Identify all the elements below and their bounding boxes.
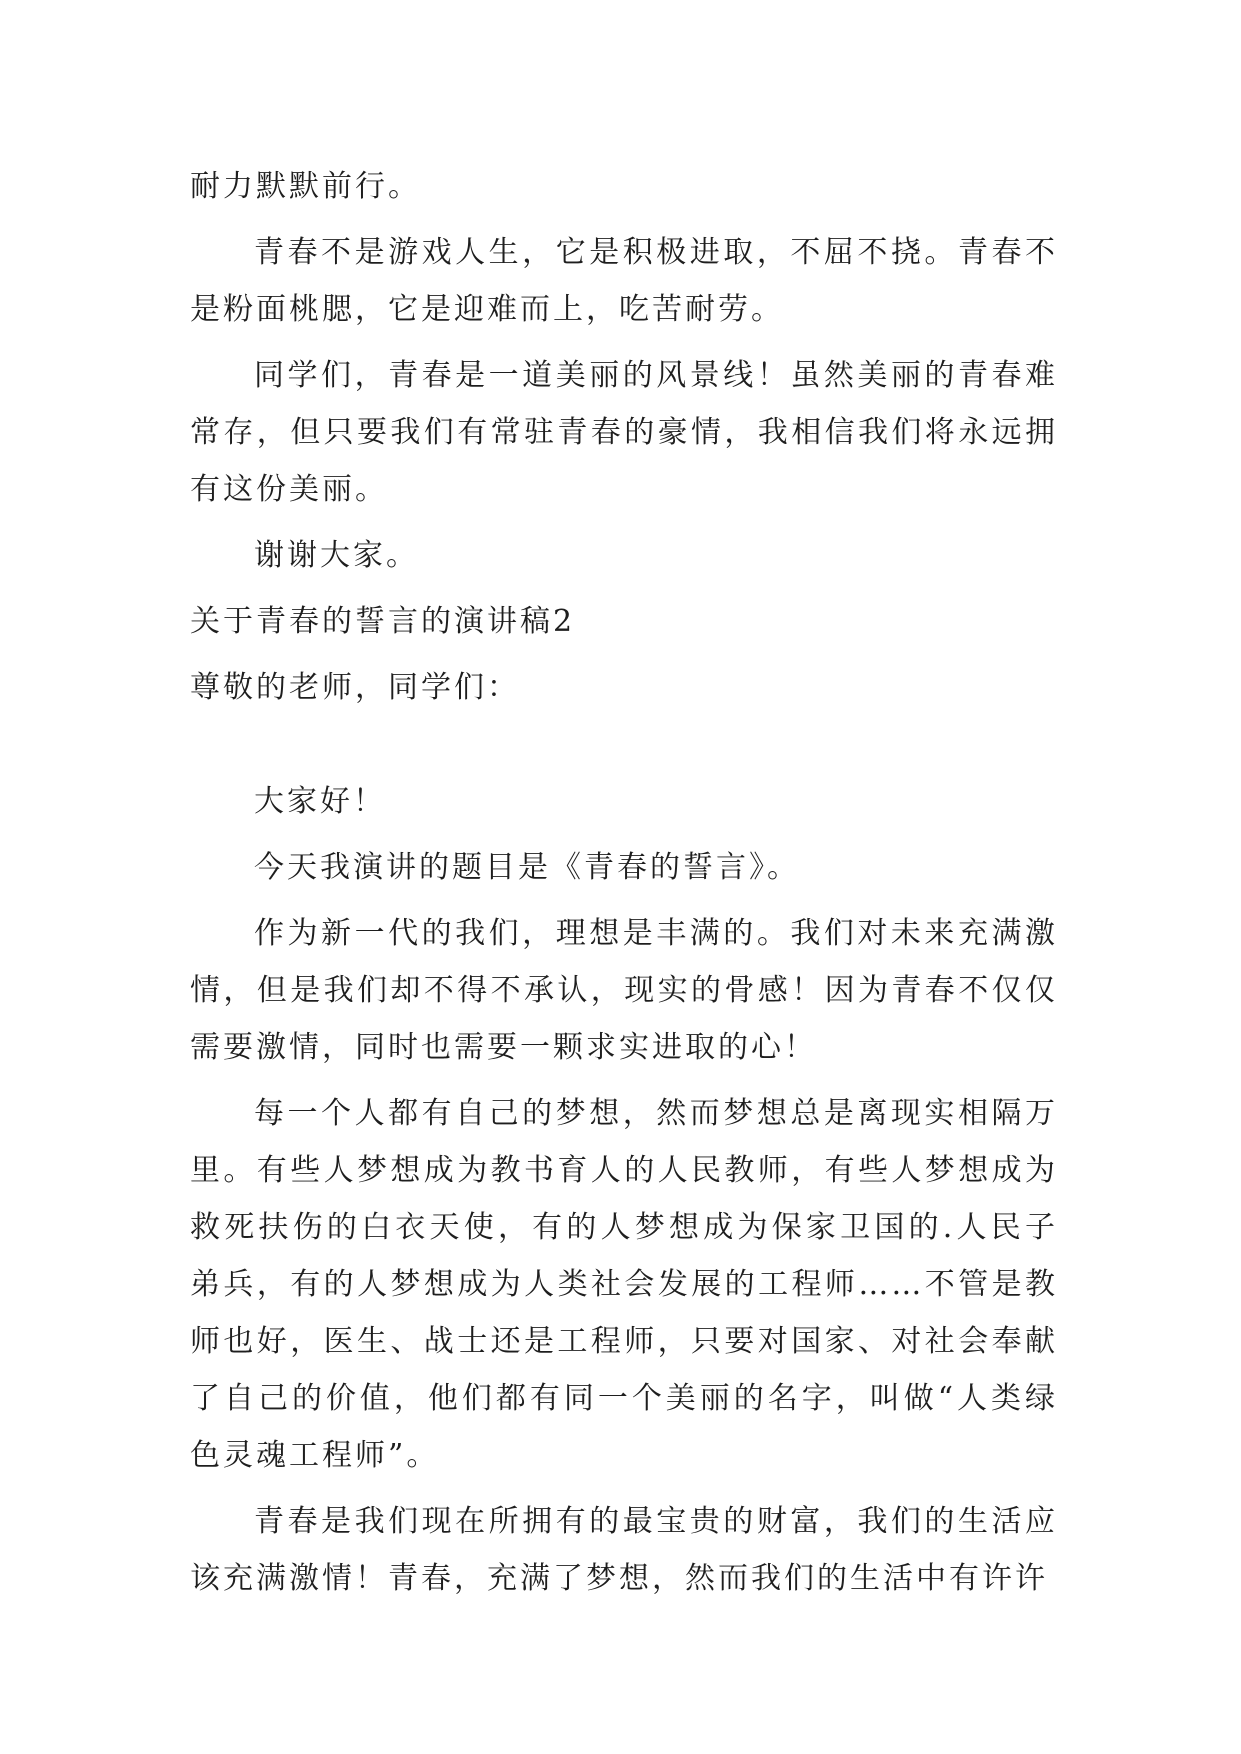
paragraph-dreams: 每一个人都有自己的梦想，然而梦想总是离现实相隔万里。有些人梦想成为教书育人的人民教师，有些人梦想成为救死扶伤的白衣天使，有的人梦想成为保家卫国的.人民子弟兵，有的人梦想成为人类社会发展的工程师……不管是教师也好，医生、战士还是工程师，只要对国家、对社会奉献了自己的价值，他们都有同一个美丽的名字，叫做“人类绿色灵魂工程师”。 (190, 1096, 1058, 1473)
salutation: 尊敬的老师，同学们： (190, 670, 520, 705)
paragraph-continuation: 耐力默默前行。 (190, 169, 421, 204)
paragraph-greeting: 大家好！ (254, 784, 386, 819)
paragraph-youth-treasure: 青春是我们现在所拥有的最宝贵的财富，我们的生活应该充满激情！青春，充满了梦想，然而我们的生活中有许许 (190, 1504, 1058, 1596)
paragraph-youth-scenery: 同学们，青春是一道美丽的风景线！虽然美丽的青春难常存，但只要我们有常驻青春的豪情，我相信我们将永远拥有这份美丽。 (190, 358, 1058, 507)
paragraph-new-generation: 作为新一代的我们，理想是丰满的。我们对未来充满激情，但是我们却不得不承认，现实的骨感！因为青春不仅仅需要激情，同时也需要一颗求实进取的心！ (190, 916, 1058, 1065)
paragraph-youth-not-game: 青春不是游戏人生，它是积极进取，不屈不挠。青春不是粉面桃腮，它是迎难而上，吃苦耐劳。 (190, 235, 1058, 327)
document-page (190, 158, 1058, 1616)
paragraph-thanks: 谢谢大家。 (254, 538, 419, 573)
paragraph-topic: 今天我演讲的题目是《青春的誓言》。 (254, 850, 800, 885)
section-title: 关于青春的誓言的演讲稿2 (190, 604, 576, 639)
